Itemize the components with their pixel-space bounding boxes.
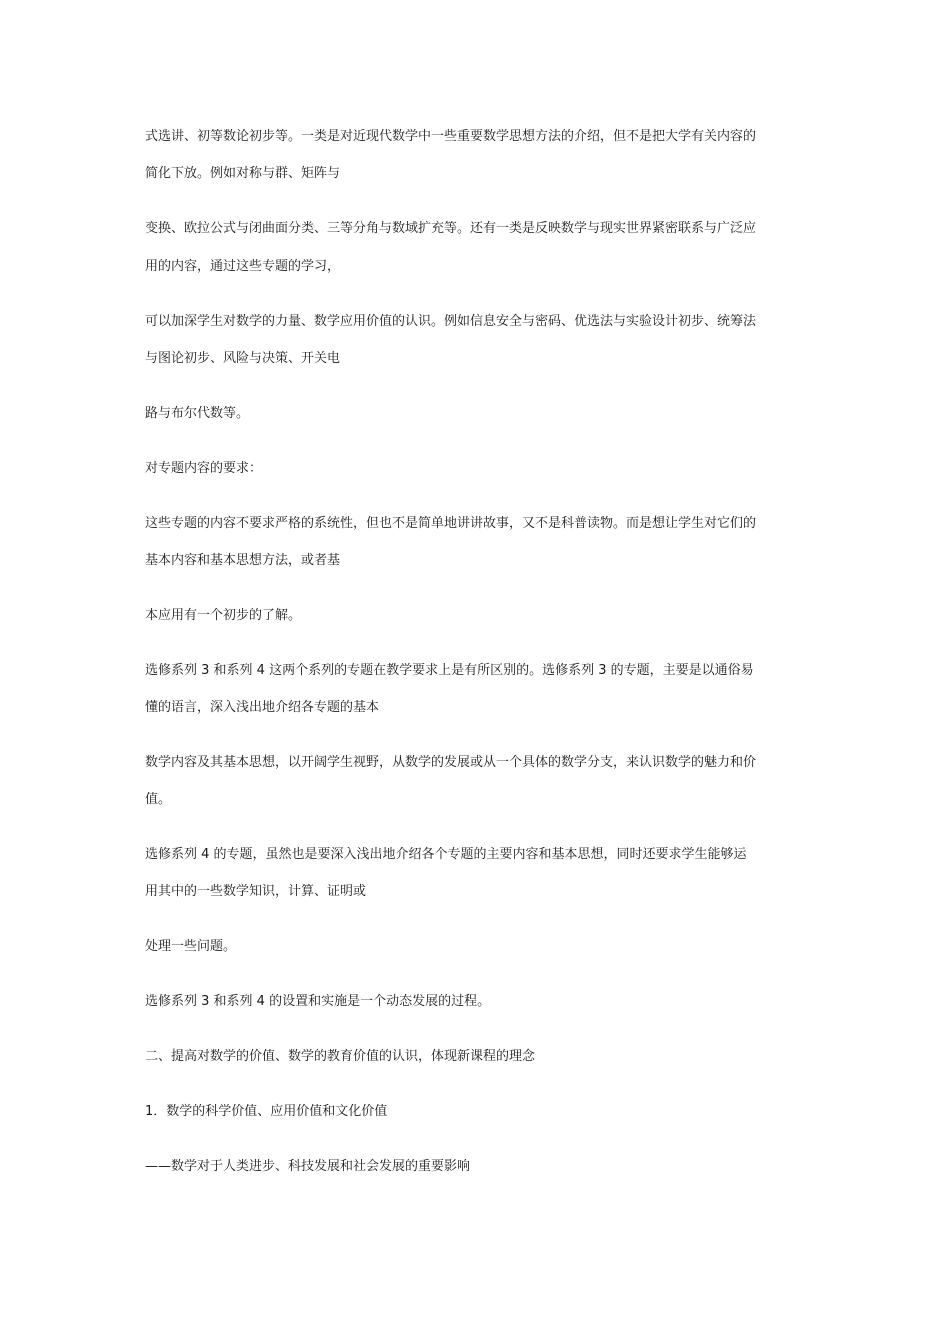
text-line: 懂的语言，深入浅出地介绍各专题的基本 [145, 700, 380, 715]
text-line: 路与布尔代数等。 [145, 406, 250, 421]
text-line: 数学内容及其基本思想，以开阔学生视野，从数学的发展或从一个具体的数学分支，来认识数学的魅力和价 [145, 755, 757, 770]
text-line: 处理一些问题。 [145, 939, 237, 954]
text-line: 本应用有一个初步的了解。 [145, 608, 302, 623]
text-line: 式选讲、初等数论初步等。一类是对近现代数学中一些重要数学思想方法的介绍，但不是把大学有关内容的 [145, 129, 757, 144]
text-line: 值。 [145, 792, 172, 807]
text-line: 这些专题的内容不要求严格的系统性，但也不是简单地讲讲故事，又不是科普读物。而是想让学生对它们的 [145, 516, 757, 531]
text-line: 变换、欧拉公式与闭曲面分类、三等分角与数域扩充等。还有一类是反映数学与现实世界紧密联系与广泛应 [145, 221, 757, 236]
text-line: 选修系列 4 的专题，虽然也是要深入浅出地介绍各个专题的主要内容和基本思想，同时还要求学生能够运 [145, 847, 747, 862]
subsection-subtitle: ——数学对于人类进步、科技发展和社会发展的重要影响 [145, 1159, 471, 1174]
text-line: 与图论初步、风险与决策、开关电 [145, 351, 341, 366]
text-line: 基本内容和基本思想方法，或者基 [145, 553, 341, 568]
text-line: 简化下放。例如对称与群、矩阵与 [145, 166, 341, 181]
text-line: 用的内容，通过这些专题的学习， [145, 259, 341, 274]
text-line: 选修系列 3 和系列 4 的设置和实施是一个动态发展的过程。 [145, 994, 491, 1009]
text-line: 用其中的一些数学知识，计算、证明或 [145, 884, 367, 899]
text-line: 可以加深学生对数学的力量、数学应用价值的认识。例如信息安全与密码、优选法与实验设计初步、统筹法 [145, 314, 757, 329]
text-line: 选修系列 3 和系列 4 这两个系列的专题在教学要求上是有所区别的。选修系列 3 的专题，主要是以通俗易 [145, 663, 754, 678]
subsection-heading: 1．数学的科学价值、应用价值和文化价值 [145, 1104, 388, 1119]
section-heading: 二、提高对数学的价值、数学的教育价值的认识，体现新课程的理念 [145, 1049, 536, 1064]
section-label: 对专题内容的要求： [145, 461, 263, 476]
